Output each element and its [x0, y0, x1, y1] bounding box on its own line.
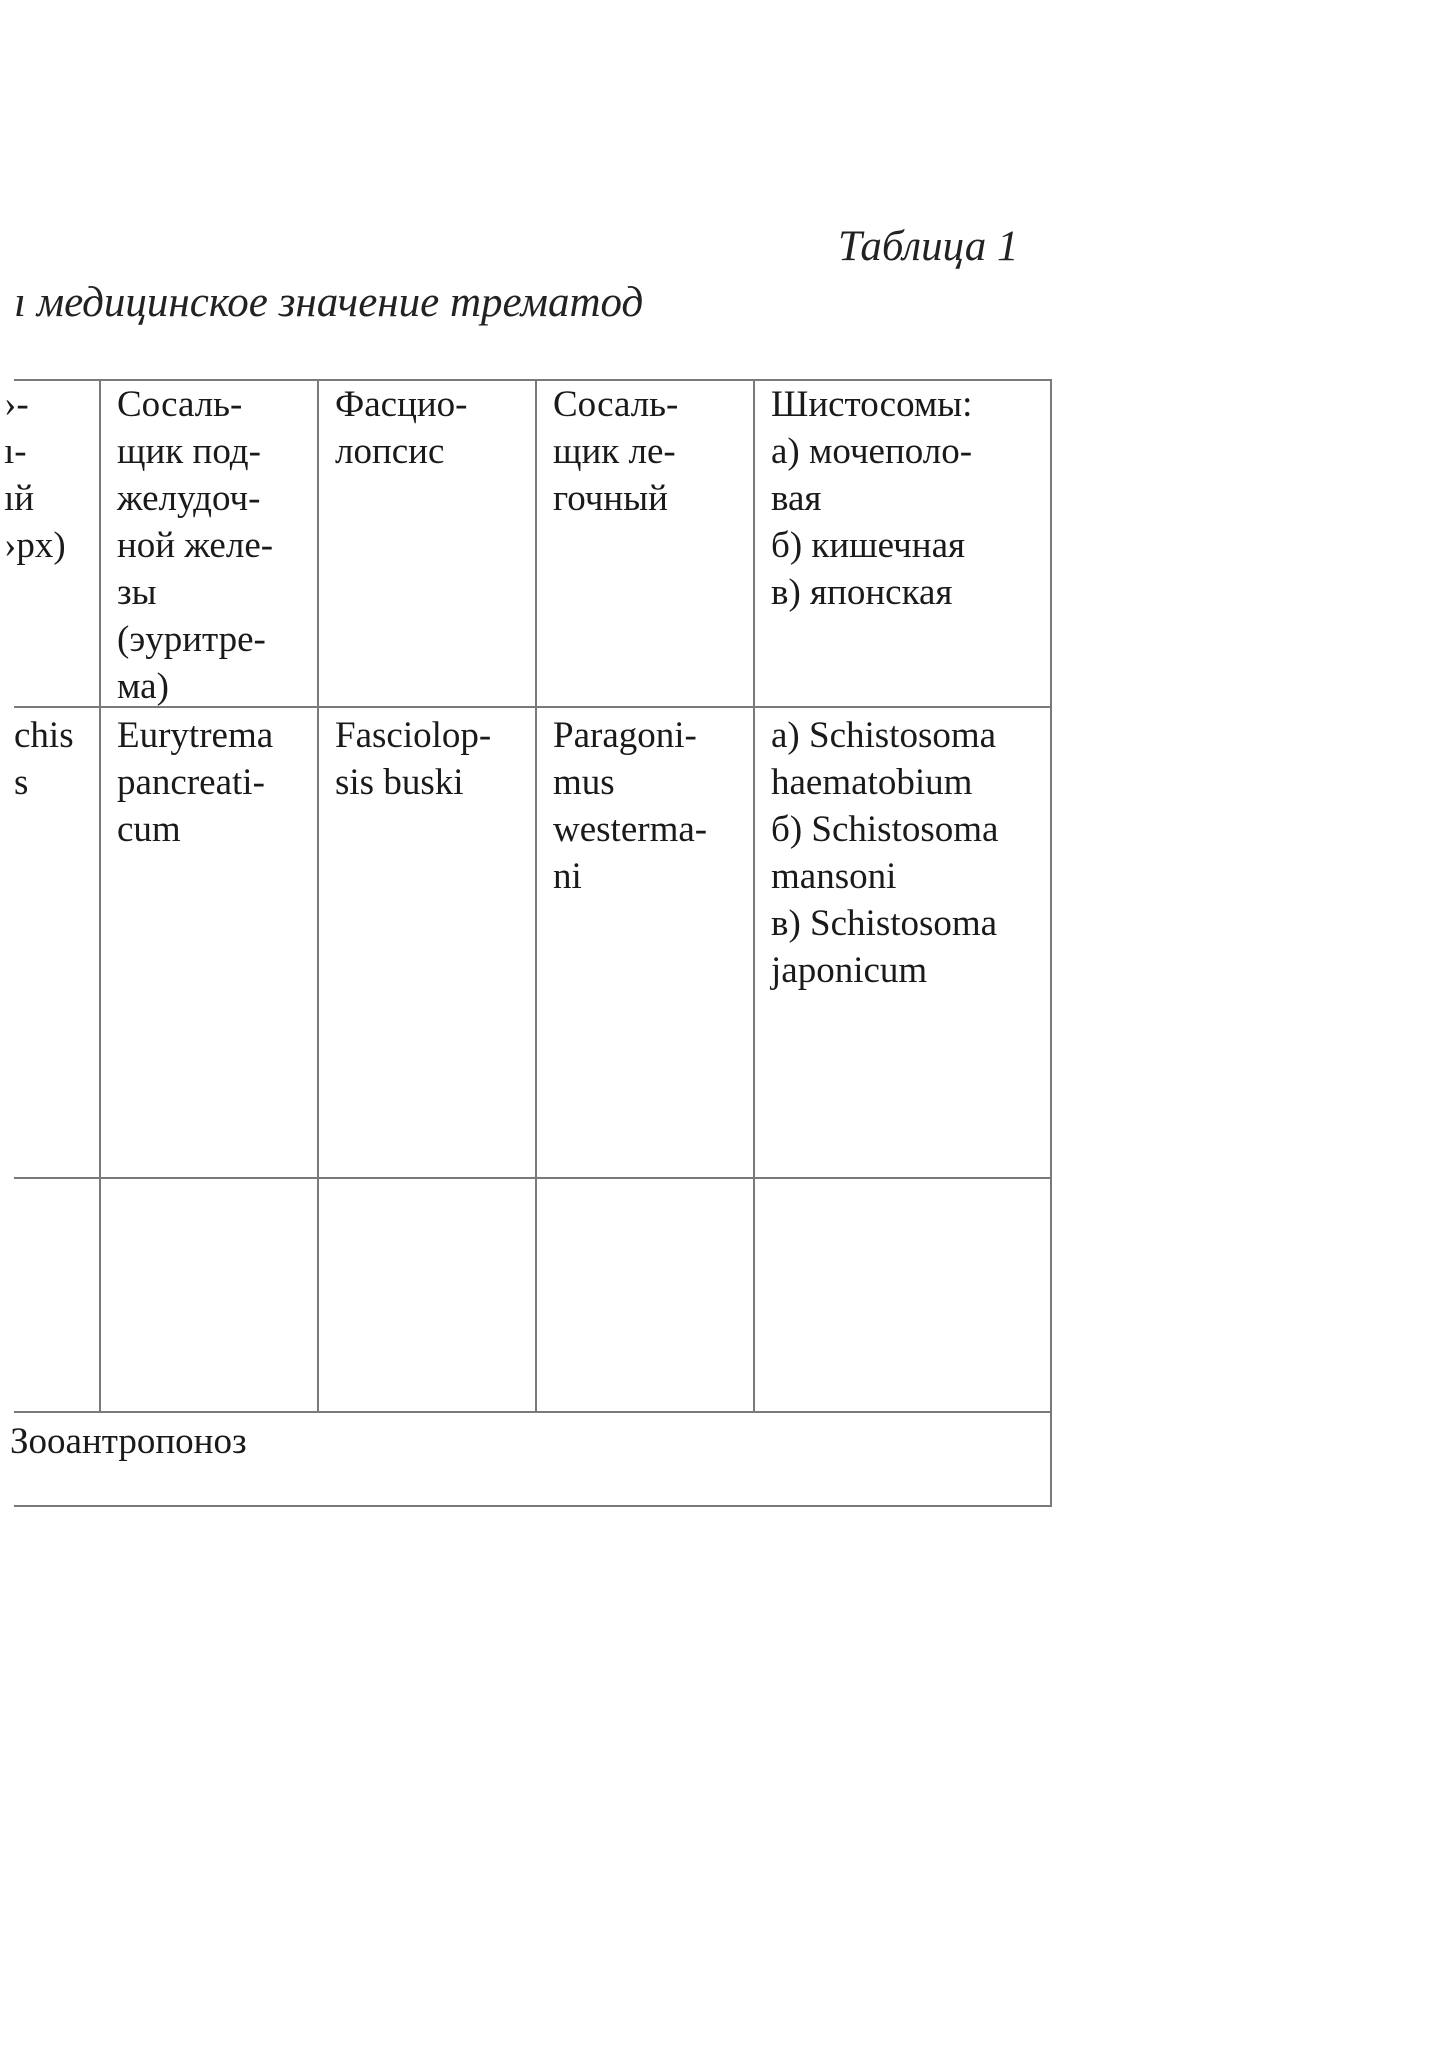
- latin-cell-schistosoma: а) Schistosoma haematobium б) Schistosoma mansoni в) Schistosoma japonicum: [771, 715, 999, 991]
- latin-cell-eurytrema: Eurytrema pancreati- cum: [117, 715, 274, 850]
- empty-cell: [755, 1179, 1050, 1411]
- table-title: ı медицинское значение трематод: [14, 279, 644, 326]
- latin-cell-cut: chis s: [14, 715, 74, 803]
- empty-cell: [537, 1179, 753, 1411]
- header-cell-cut: ›- ı- ıй ›рх): [4, 384, 66, 566]
- header-cell-paragonimus: Сосаль- щик ле- гочный: [553, 384, 679, 519]
- latin-cell-paragonimus: Paragoni- mus westerma- ni: [553, 715, 708, 897]
- table-border-right: [1050, 379, 1052, 1507]
- empty-cell: [0, 1179, 99, 1411]
- table-label: Таблица 1: [838, 223, 1019, 270]
- row-divider: [14, 1411, 1052, 1413]
- empty-cell: [101, 1179, 317, 1411]
- header-cell-schistosoma: Шистосомы: а) мочеполо- вая б) кишечная в) японская: [771, 384, 973, 613]
- row-divider: [14, 706, 1052, 708]
- header-cell-eurytrema: Сосаль- щик под- желудоч- ной желе- зы (эуритре- ма): [117, 384, 274, 706]
- header-cell-fasciolopsis: Фасцио- лопсис: [335, 384, 468, 472]
- table-border-bottom: [14, 1505, 1052, 1507]
- footer-cell-zooanthroponosis: Зооантропоноз: [10, 1421, 247, 1462]
- latin-cell-fasciolopsis: Fasciolop- sis buski: [335, 715, 492, 803]
- empty-cell: [319, 1179, 535, 1411]
